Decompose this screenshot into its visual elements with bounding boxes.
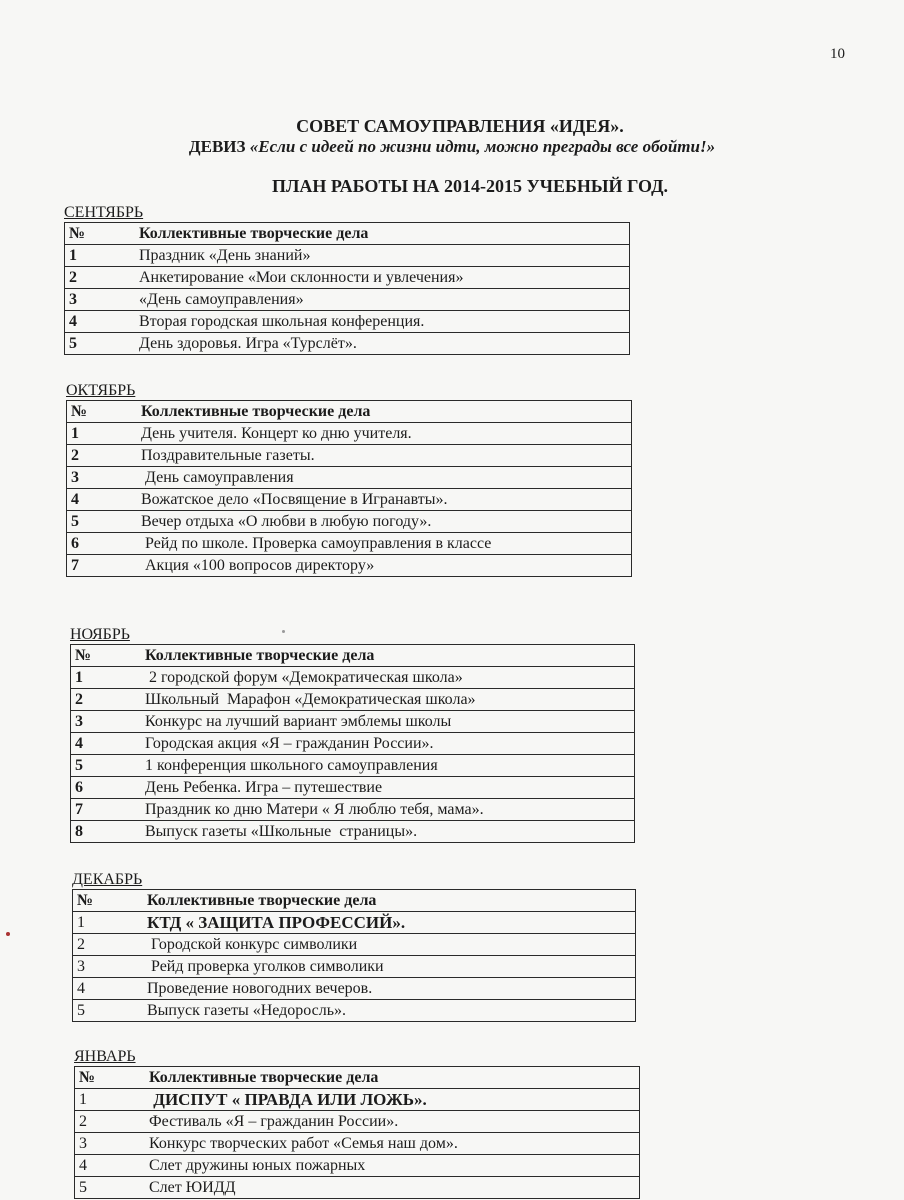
motto-text: «Если с идеей по жизни идти, можно преграды все обойти!» [249, 137, 716, 156]
row-number: 6 [67, 533, 138, 555]
table-header-row [73, 890, 636, 912]
row-number: 4 [65, 311, 136, 333]
activity-cell: КТД « ЗАЩИТА ПРОФЕССИЙ». [143, 912, 636, 934]
table-header-row [67, 401, 632, 423]
scan-speck [282, 630, 285, 633]
motto [0, 137, 904, 157]
month-section [70, 626, 635, 843]
column-header-number: № [75, 1067, 146, 1089]
table-row [75, 1177, 640, 1199]
column-header-activities: Коллективные творческие дела [137, 401, 632, 423]
month-section [64, 204, 630, 355]
row-number: 7 [71, 799, 142, 821]
activity-cell: День здоровья. Игра «Турслёт». [135, 333, 630, 355]
activity-cell: Анкетирование «Мои склонности и увлечения» [135, 267, 630, 289]
activity-cell: Вожатское дело «Посвящение в Игранавты». [137, 489, 632, 511]
activity-cell: Праздник ко дню Матери « Я люблю тебя, мама». [141, 799, 635, 821]
row-number: 3 [71, 711, 142, 733]
table-row [71, 777, 635, 799]
month-heading: ДЕКАБРЬ [72, 871, 143, 888]
activity-cell: Конкурс на лучший вариант эмблемы школы [141, 711, 635, 733]
activity-cell: Фестиваль «Я – гражданин России». [145, 1111, 640, 1133]
activity-cell: Акция «100 вопросов директору» [137, 555, 632, 577]
column-header-number: № [71, 645, 142, 667]
table-row [75, 1111, 640, 1133]
row-number: 5 [73, 1000, 144, 1022]
activities-table [72, 889, 636, 1022]
row-number: 1 [75, 1089, 146, 1111]
table-row [67, 555, 632, 577]
row-number: 4 [75, 1155, 146, 1177]
plan-title: ПЛАН РАБОТЫ НА 2014-2015 УЧЕБНЫЙ ГОД. [271, 176, 669, 196]
column-header-activities: Коллективные творческие дела [143, 890, 636, 912]
table-row [71, 689, 635, 711]
month-heading: НОЯБРЬ [70, 626, 130, 643]
table-row [67, 445, 632, 467]
activities-table [66, 400, 632, 577]
activity-cell: «День самоуправления» [135, 289, 630, 311]
activity-cell: Праздник «День знаний» [135, 245, 630, 267]
month-section [72, 871, 636, 1022]
row-number: 7 [67, 555, 138, 577]
table-row [71, 667, 635, 689]
activity-cell: ДИСПУТ « ПРАВДА ИЛИ ЛОЖЬ». [145, 1089, 640, 1111]
activity-cell: Вечер отдыха «О любви в любую погоду». [137, 511, 632, 533]
table-row [65, 311, 630, 333]
scan-speck [6, 932, 10, 936]
month-section [66, 382, 632, 577]
activity-cell: Выпуск газеты «Школьные страницы». [141, 821, 635, 843]
table-header-row [71, 645, 635, 667]
month-heading: ОКТЯБРЬ [66, 382, 136, 399]
table-row [75, 1089, 640, 1111]
row-number: 3 [67, 467, 138, 489]
table-row [73, 934, 636, 956]
table-row [67, 467, 632, 489]
activity-cell: Слет дружины юных пожарных [145, 1155, 640, 1177]
table-row [71, 821, 635, 843]
activity-cell: Поздравительные газеты. [137, 445, 632, 467]
activity-cell: Рейд проверка уголков символики [143, 956, 636, 978]
table-row [71, 711, 635, 733]
activity-cell: Конкурс творческих работ «Семья наш дом». [145, 1133, 640, 1155]
activity-cell: Городской конкурс символики [143, 934, 636, 956]
activities-table [74, 1066, 640, 1199]
table-row [73, 956, 636, 978]
table-row [65, 333, 630, 355]
activity-cell: Городская акция «Я – гражданин России». [141, 733, 635, 755]
month-section [74, 1048, 640, 1199]
table-row [75, 1133, 640, 1155]
column-header-activities: Коллективные творческие дела [145, 1067, 640, 1089]
row-number: 5 [71, 755, 142, 777]
row-number: 8 [71, 821, 142, 843]
table-row [67, 489, 632, 511]
activities-table [70, 644, 635, 843]
activity-cell: 2 городской форум «Демократическая школа» [141, 667, 635, 689]
month-heading: ЯНВАРЬ [74, 1048, 136, 1065]
table-row [71, 733, 635, 755]
activity-cell: День учителя. Концерт ко дню учителя. [137, 423, 632, 445]
row-number: 4 [71, 733, 142, 755]
page-number: 10 [830, 46, 845, 62]
activities-table [64, 222, 630, 355]
table-row [65, 245, 630, 267]
row-number: 4 [73, 978, 144, 1000]
table-header-row [65, 223, 630, 245]
row-number: 1 [65, 245, 136, 267]
row-number: 2 [71, 689, 142, 711]
activity-cell: День Ребенка. Игра – путешествие [141, 777, 635, 799]
row-number: 3 [75, 1133, 146, 1155]
row-number: 2 [65, 267, 136, 289]
row-number: 3 [65, 289, 136, 311]
row-number: 3 [73, 956, 144, 978]
activity-cell: Рейд по школе. Проверка самоуправления в классе [137, 533, 632, 555]
month-heading: СЕНТЯБРЬ [64, 204, 144, 221]
row-number: 1 [71, 667, 142, 689]
activity-cell: Слет ЮИДД [145, 1177, 640, 1199]
table-row [71, 799, 635, 821]
column-header-activities: Коллективные творческие дела [135, 223, 630, 245]
activity-cell: Вторая городская школьная конференция. [135, 311, 630, 333]
table-row [75, 1155, 640, 1177]
row-number: 4 [67, 489, 138, 511]
row-number: 5 [67, 511, 138, 533]
activity-cell: День самоуправления [137, 467, 632, 489]
table-row [67, 511, 632, 533]
row-number: 6 [71, 777, 142, 799]
row-number: 2 [75, 1111, 146, 1133]
row-number: 5 [75, 1177, 146, 1199]
table-row [73, 1000, 636, 1022]
table-header-row [75, 1067, 640, 1089]
council-title: СОВЕТ САМОУПРАВЛЕНИЯ «ИДЕЯ». [296, 116, 624, 136]
activity-cell: Выпуск газеты «Недоросль». [143, 1000, 636, 1022]
activity-cell: 1 конференция школьного самоуправления [141, 755, 635, 777]
activity-cell: Школьный Марафон «Демократическая школа» [141, 689, 635, 711]
column-header-activities: Коллективные творческие дела [141, 645, 635, 667]
motto-label: ДЕВИЗ [188, 137, 246, 156]
column-header-number: № [73, 890, 144, 912]
table-row [65, 267, 630, 289]
table-row [67, 533, 632, 555]
table-row [65, 289, 630, 311]
column-header-number: № [65, 223, 136, 245]
table-row [73, 978, 636, 1000]
activity-cell: Проведение новогодних вечеров. [143, 978, 636, 1000]
row-number: 1 [67, 423, 138, 445]
table-row [73, 912, 636, 934]
row-number: 2 [73, 934, 144, 956]
row-number: 1 [73, 912, 144, 934]
row-number: 2 [67, 445, 138, 467]
table-row [67, 423, 632, 445]
column-header-number: № [67, 401, 138, 423]
table-row [71, 755, 635, 777]
row-number: 5 [65, 333, 136, 355]
